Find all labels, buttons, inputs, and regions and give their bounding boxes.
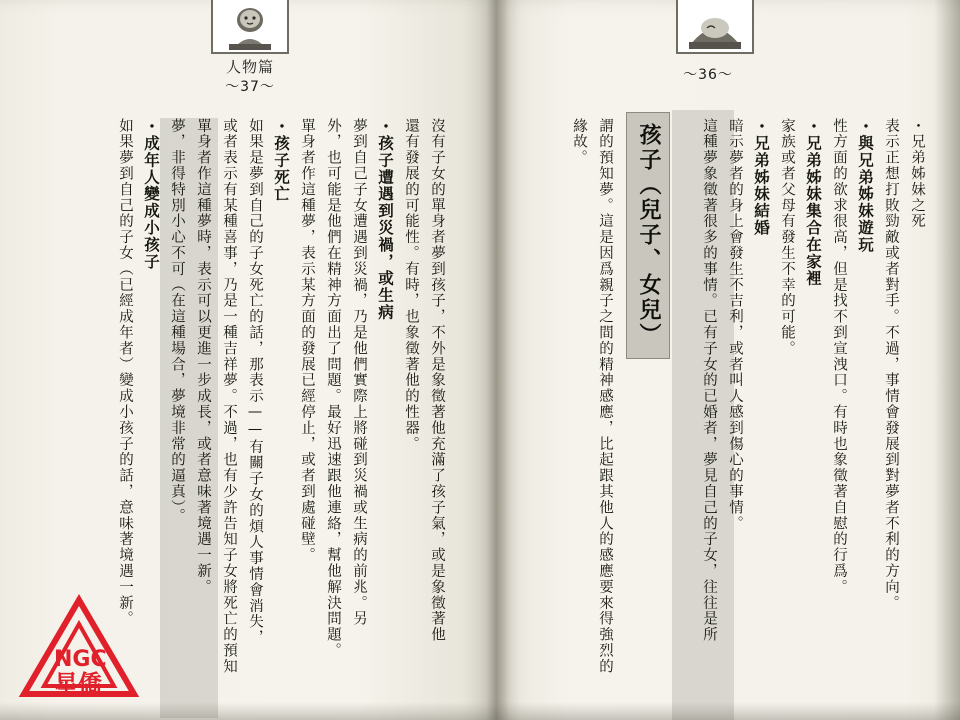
right-column-8: 性方面的欲求很高，但是找不到宣洩口。有時也象徵著自慰的行爲。 — [831, 118, 847, 595]
right-page-boxed-heading: 孩子（兒子、女兒） — [626, 112, 670, 359]
left-chapter-label: 人物篇 — [225, 58, 274, 76]
left-column-13: 沒有子女的單身者夢到孩子，不外是象徵著他充滿了孩子氣，或是象徵著他 — [429, 118, 445, 643]
right-page-text-block — [600, 118, 930, 718]
left-column-3: 夢，非得特別小心不可（在這種場合，夢境非常的逼真）。 — [169, 118, 185, 525]
right-column-5-heading: ・兄弟姊妹結婚 — [752, 118, 770, 237]
right-column-4: 暗示夢者的身上會發生不吉利，或者叫人感到傷心的事情。 — [727, 118, 743, 532]
left-column-4: 單身者作這種夢時，表示可以更進一步成長，或者意味著境遇一新。 — [195, 118, 211, 595]
right-column-10: 表示正想打敗勁敵或者對手。不過，事情會發展到對夢者不利的方向。 — [883, 118, 899, 611]
left-column-1: 如果夢到自己的子女（已經成年者）變成小孩子的話，意味著境遇一新。 — [117, 118, 133, 627]
right-folio: ～36～ — [683, 67, 733, 83]
left-folio: ～37～ — [225, 79, 275, 95]
left-page-vignette — [211, 0, 289, 54]
right-column-9-heading: ・與兄弟姊妹遊玩 — [856, 118, 874, 254]
right-column-1: 緣故。 — [571, 118, 587, 166]
right-column-7-heading: ・兄弟姊妹集合在家裡 — [804, 118, 822, 287]
left-column-7-heading: ・孩子死亡 — [272, 118, 290, 203]
baby-drawing-icon — [219, 4, 281, 52]
left-column-9: 外，也可能是他們在精神方面出了問題。最好迅速跟他連絡，幫他解決問題。 — [325, 118, 341, 659]
watermark-stamp — [18, 594, 140, 706]
right-column-11: ・兄弟姊妹之死 — [909, 118, 925, 230]
right-column-6: 家族或者父母有發生不幸的可能。 — [779, 118, 795, 357]
sleeping-baby-icon — [683, 4, 747, 52]
left-column-6: 如果是夢到自己的子女死亡的話，那表示——有關子女的煩人事情會消失， — [247, 118, 263, 646]
right-column-3: 這種夢象徵著很多的事情。已有子女的已婚者，夢見自己的子女，往往是所 — [701, 118, 717, 643]
left-column-12: 還有發展的可能性。有時，也象徵著他的性器。 — [403, 118, 419, 452]
watermark-line2-text: 星僑 — [54, 670, 102, 698]
left-column-11-heading: ・孩子遭遇到災禍，或生病 — [376, 118, 394, 321]
right-column-2: 謂的預知夢。這是因爲親子之間的精神感應，比起跟其他人的感應要來得強烈的 — [597, 118, 613, 675]
right-page-vignette — [676, 0, 754, 54]
left-column-2-heading: ・成年人變成小孩子 — [142, 118, 160, 271]
left-column-8: 單身者作這種夢，表示某方面的發展已經停止，或者到處碰壁。 — [299, 118, 315, 564]
left-column-5: 或者表示有某種喜事，乃是一種吉祥夢。不過，也有少許告知子女將死亡的預知 — [221, 118, 237, 675]
left-column-10: 夢到自己子女遭遇到災禍，乃是他們實際上將碰到災禍或生病的前兆。另 — [351, 118, 367, 627]
watermark-line1-text: NGC — [54, 647, 107, 672]
